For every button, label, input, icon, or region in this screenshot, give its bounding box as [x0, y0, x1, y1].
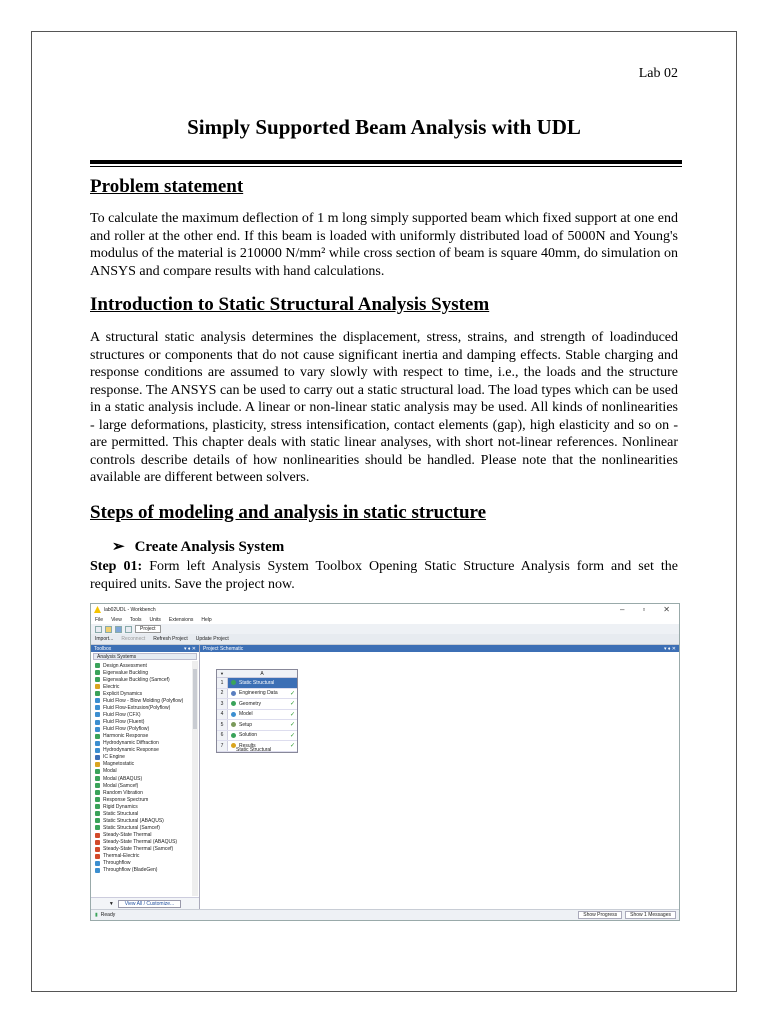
check-icon: ✓ [289, 701, 295, 708]
toolbox-item[interactable] [93, 669, 191, 676]
analysis-system-icon [95, 811, 100, 816]
toolbox-item-label: Design Assessment [103, 662, 147, 669]
menu-help[interactable]: Help [201, 616, 212, 623]
analysis-system-icon [95, 748, 100, 753]
wb-actionbar [91, 634, 679, 645]
check-icon: ✓ [289, 732, 295, 739]
open-folder-icon[interactable] [105, 626, 112, 633]
toolbox-item[interactable] [93, 853, 191, 860]
cell-name: Results [239, 742, 256, 749]
cell-name: Engineering Data [239, 690, 278, 697]
menu-file[interactable]: File [95, 616, 104, 623]
toolbox-item-label: Static Structural (ABAQUS) [103, 817, 164, 824]
close-button[interactable]: ✕ [663, 605, 670, 614]
toolbox-item-label: Steady-State Thermal (ABAQUS) [103, 839, 178, 846]
cell-icon [231, 712, 236, 717]
toolbox-pane-controls[interactable]: ▾ ♦ ✕ [183, 645, 196, 652]
analysis-system-icon [95, 769, 100, 774]
toolbox-item-label: Magnetostatic [103, 761, 135, 768]
show-messages-button[interactable]: Show 1 Messages [625, 911, 676, 919]
analysis-system-icon [95, 818, 100, 823]
minimize-button[interactable]: – [620, 605, 625, 614]
analysis-system-icon [95, 670, 100, 675]
reconnect-button[interactable]: Reconnect [121, 636, 146, 642]
show-progress-button[interactable]: Show Progress [578, 911, 622, 919]
lab-number: Lab 02 [638, 66, 678, 81]
analysis-system-icon [95, 847, 100, 852]
cell-name: Solution [239, 732, 258, 739]
analysis-system-icon [95, 783, 100, 788]
analysis-system-icon [95, 861, 100, 866]
toolbox-item[interactable] [93, 867, 191, 874]
heading-introduction: Introduction to Static Structural Analysis System [90, 294, 490, 315]
toolbox-title: Toolbox [94, 645, 112, 652]
analysis-system-icon [95, 720, 100, 725]
analysis-system-icon [95, 854, 100, 859]
toolbox-item-label: Eigenvalue Buckling [103, 669, 149, 676]
analysis-system-icon [95, 691, 100, 696]
toolbox-item-label: Steady-State Thermal (Samcef) [103, 846, 174, 853]
save-icon[interactable] [115, 626, 122, 633]
system-column-header [217, 670, 297, 678]
toolbox-item-label: Fluid Flow (Fluent) [103, 719, 145, 726]
toolbox-item[interactable] [93, 711, 191, 718]
toolbox-item[interactable] [93, 726, 191, 733]
system-cell[interactable] [217, 720, 297, 731]
toolbox-item[interactable] [93, 740, 191, 747]
check-icon: ✓ [289, 722, 295, 729]
analysis-systems-group[interactable]: Analysis Systems [93, 653, 197, 660]
cell-name: Model [239, 711, 253, 718]
schematic-pane-controls[interactable]: ▾ ♦ ✕ [663, 645, 676, 652]
wb-body [91, 645, 679, 910]
save-as-icon[interactable] [125, 626, 132, 633]
toolbox-item[interactable] [93, 754, 191, 761]
system-column-label: A [260, 670, 264, 677]
toolbox-item[interactable] [93, 846, 191, 853]
system-cell[interactable] [217, 699, 297, 710]
heading-problem-statement: Problem statement [90, 176, 244, 197]
toolbox-item[interactable] [93, 697, 191, 704]
tab-project[interactable]: Project [135, 625, 161, 633]
toolbox-item[interactable] [93, 796, 191, 803]
cell-number: 2 [217, 689, 228, 699]
workbench-screenshot [90, 603, 680, 921]
schematic-title: Project Schematic [203, 645, 244, 652]
toolbox-item[interactable] [93, 810, 191, 817]
analysis-system-icon [95, 741, 100, 746]
cell-icon [231, 733, 236, 738]
toolbox-item[interactable] [93, 676, 191, 683]
project-schematic-pane [200, 645, 679, 910]
ansys-logo-icon [94, 606, 101, 613]
toolbox-item[interactable] [93, 747, 191, 754]
check-icon: ✓ [289, 711, 295, 718]
heading-steps: Steps of modeling and analysis in static structure [90, 502, 487, 523]
analysis-system-icon [95, 776, 100, 781]
toolbox-item-label: Fluid Flow (Polyflow) [103, 726, 150, 733]
toolbox-item-label: Fluid Flow (CFX) [103, 711, 141, 718]
toolbox-item-label: Hydrodynamic Diffraction [103, 740, 159, 747]
wb-window-buttons [620, 605, 676, 614]
check-icon: ✓ [289, 690, 295, 697]
toolbox-item-label: Random Vibration [103, 789, 143, 796]
cell-icon [231, 722, 236, 727]
toolbox-item-label: Response Spectrum [103, 796, 149, 803]
analysis-system-icon [95, 663, 100, 668]
ready-icon: ▮ [95, 912, 98, 918]
toolbox-item[interactable] [93, 733, 191, 740]
system-cell[interactable] [217, 731, 297, 742]
system-cell[interactable] [217, 689, 297, 700]
menu-tools[interactable]: Tools [129, 616, 142, 623]
analysis-system-icon [95, 790, 100, 795]
cell-icon [231, 680, 236, 685]
toolbox-item-label: Explicit Dynamics [103, 690, 143, 697]
cell-number: 3 [217, 699, 228, 709]
cell-name: Static Structural [239, 679, 275, 686]
toolbox-scrollbar[interactable] [192, 661, 198, 896]
toolbox-item-label: Thermal-Electric [103, 853, 140, 860]
toolbox-item-label: Static Structural (Samcef) [103, 824, 160, 831]
toolbox-item[interactable] [93, 782, 191, 789]
toolbox-item[interactable] [93, 860, 191, 867]
cell-name: Setup [239, 721, 253, 728]
step-01-paragraph [90, 558, 678, 593]
toolbox-item-label: Fluid Flow-Extrusion(Polyflow) [103, 704, 171, 711]
system-cell[interactable] [217, 710, 297, 721]
menu-view[interactable]: View [111, 616, 122, 623]
title-rule-thin [90, 166, 682, 167]
wb-statusbar [91, 909, 679, 920]
system-rows [217, 678, 297, 752]
toolbox-item-label: IC Engine [103, 754, 125, 761]
toolbox-item-label: Harmonic Response [103, 733, 149, 740]
analysis-system-icon [95, 762, 100, 767]
toolbox-item-label: Throughflow [103, 860, 131, 867]
arrow-bullet-icon: ➢ [112, 539, 125, 555]
toolbox-item[interactable] [93, 839, 191, 846]
toolbox-item-label: Throughflow (BladeGen) [103, 867, 158, 874]
import-button[interactable]: Import... [95, 636, 114, 642]
toolbox-item-label: Electric [103, 683, 120, 690]
toolbox-item[interactable] [93, 817, 191, 824]
toolbox-item[interactable] [93, 775, 191, 782]
cell-name: Geometry [239, 700, 261, 707]
toolbox-item[interactable] [93, 683, 191, 690]
toolbox-item-label: Modal (ABAQUS) [103, 775, 143, 782]
problem-paragraph: To calculate the maximum deflection of 1 m long simply supported beam which fixed support at one end and roller at the other end. If this beam is loaded with uniformly distributed load of 5000N and Young's modulus of the material is 210000 N/mm² while cross section of beam is square 40mm, do simulation on ANSYS and compare results with hand calculations. [90, 211, 678, 279]
collapse-icon[interactable]: ▼ [220, 671, 224, 676]
wb-menubar [91, 615, 679, 624]
toolbox-list [93, 662, 191, 896]
bullet-create-analysis [112, 537, 284, 556]
analysis-system-icon [95, 734, 100, 739]
schematic-header [200, 645, 679, 652]
filter-icon[interactable]: ▼ [108, 901, 114, 907]
update-project-button[interactable]: Update Project [195, 636, 229, 642]
toolbox-item[interactable] [93, 761, 191, 768]
system-cell[interactable] [217, 678, 297, 689]
analysis-system-icon [95, 825, 100, 830]
analysis-system-icon [95, 727, 100, 732]
title-rule [90, 160, 682, 164]
toolbox-item[interactable] [93, 768, 191, 775]
cell-number: 1 [217, 678, 228, 688]
view-all-customize-button[interactable]: View All / Customize... [118, 900, 181, 908]
toolbox-item-label: Modal [103, 768, 117, 775]
toolbox-item-label: Rigid Dynamics [103, 803, 138, 810]
step-label: Step 01: [90, 559, 143, 574]
toolbox-item[interactable] [93, 704, 191, 711]
analysis-system-icon [95, 797, 100, 802]
toolbox-item[interactable] [93, 824, 191, 831]
menu-extensions[interactable]: Extensions [168, 616, 194, 623]
analysis-system-icon [95, 698, 100, 703]
toolbox-item[interactable] [93, 832, 191, 839]
toolbox-item[interactable] [93, 719, 191, 726]
toolbox-item[interactable] [93, 789, 191, 796]
toolbox-item[interactable] [93, 690, 191, 697]
check-icon: ✓ [289, 743, 295, 750]
analysis-system-icon [95, 705, 100, 710]
cell-number: 7 [217, 741, 228, 751]
cell-number: 5 [217, 720, 228, 730]
wb-titlebar [91, 604, 679, 615]
analysis-system-icon [95, 840, 100, 845]
bullet-label: Create Analysis System [134, 539, 285, 555]
menu-units[interactable]: Units [149, 616, 161, 623]
analysis-system-icon [95, 677, 100, 682]
toolbox-item-label: Hydrodynamic Response [103, 747, 159, 754]
analysis-system-icon [95, 684, 100, 689]
refresh-project-button[interactable]: Refresh Project [153, 636, 188, 642]
toolbox-item-label: Eigenvalue Buckling (Samcef) [103, 676, 170, 683]
cell-icon [231, 701, 236, 706]
step-text: Form left Analysis System Toolbox Opening Static Structure Analysis form and set the required units. Save the project now. [90, 559, 678, 592]
toolbox-item-label: Fluid Flow - Blow Molding (Polyflow) [103, 697, 184, 704]
cell-number: 4 [217, 710, 228, 720]
analysis-system-icon [95, 712, 100, 717]
cell-number: 6 [217, 731, 228, 741]
document-title: Simply Supported Beam Analysis with UDL [187, 115, 581, 139]
analysis-system-icon [95, 804, 100, 809]
toolbox-header [91, 645, 199, 652]
toolbox-item[interactable] [93, 803, 191, 810]
maximize-button[interactable]: ▫ [642, 605, 646, 614]
toolbox-pane [91, 645, 200, 910]
cell-icon [231, 691, 236, 696]
intro-paragraph: A structural static analysis determines the displacement, stress, strains, and strength of loadinduced structures or components that do not cause significant inertia and damping effects. Stable charging and response conditions are assumed to vary slowly with respect to time, i.e., the loads and the structure response. The ANSYS can be used to carry out a static structural load. The load types which can be used in a static analysis include. A linear or non-linear static analysis may be used. All kinds of nonlinearities - large deformations, plasticity, stress intensification, contact elements (gap), high elasticity and so on - are permitted. This chapter deals with static linear analyses, with short not-linear references. Nonlinear controls describe details of how nonlinearities should be handled. Please note that the nonlinearities available are different between solvers. [90, 330, 678, 485]
wb-iconbar [91, 624, 679, 634]
analysis-system-icon [95, 868, 100, 873]
toolbox-item-label: Steady-State Thermal [103, 832, 152, 839]
status-ready: Ready [100, 912, 116, 918]
wb-window-title: lab02UDL - Workbench [104, 606, 156, 613]
toolbox-item-label: Static Structural [103, 810, 139, 817]
toolbox-item-label: Modal (Samcef) [103, 782, 139, 789]
toolbox-item[interactable] [93, 662, 191, 669]
new-icon[interactable] [95, 626, 102, 633]
static-structural-system[interactable] [216, 669, 298, 753]
system-caption[interactable]: Static Structural [236, 747, 272, 753]
analysis-system-icon [95, 833, 100, 838]
analysis-system-icon [95, 755, 100, 760]
